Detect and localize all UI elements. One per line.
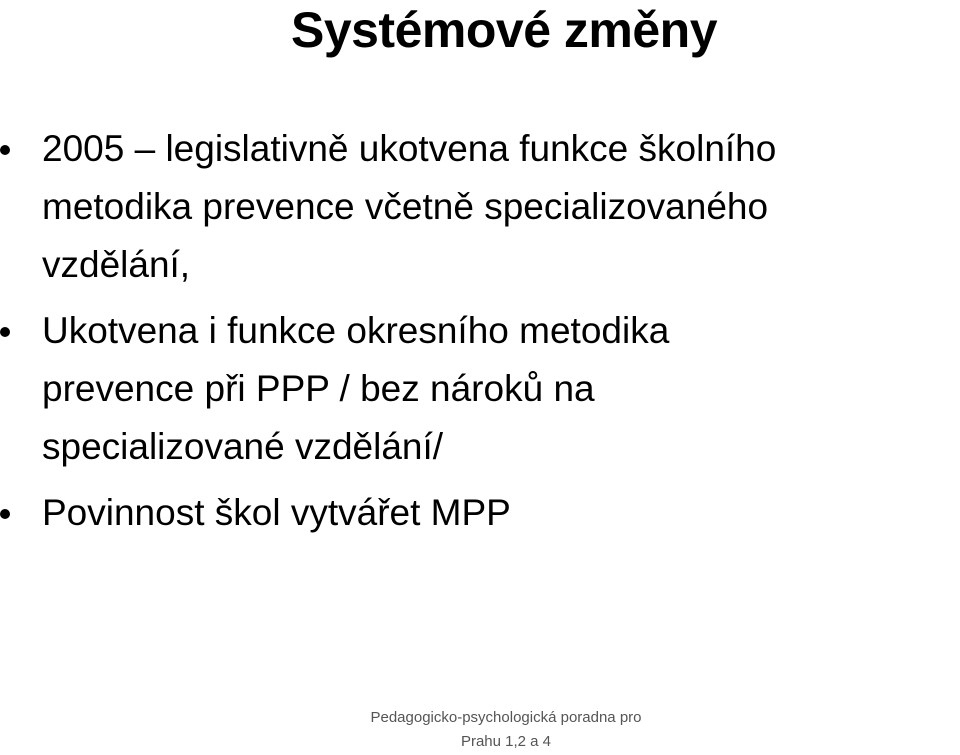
footer-line: Prahu 1,2 a 4 (460, 733, 552, 750)
slide-title: Systémové změny (290, 2, 718, 58)
bullet-text-line: metodika prevence včetně specializovaného (42, 186, 769, 227)
bullet-dot-icon (0, 145, 10, 155)
bullet-item (0, 484, 960, 542)
slide-footer (300, 706, 712, 754)
bullet-item (0, 302, 960, 476)
bullet-dot-icon (0, 327, 10, 337)
bullet-list (0, 120, 960, 550)
bullet-text-line: vzdělání, (42, 244, 191, 285)
bullet-text-line: specializované vzdělání/ (42, 426, 444, 467)
footer-line: Pedagogicko-psychologická poradna pro (370, 709, 642, 726)
bullet-text-line: prevence při PPP / bez nároků na (42, 368, 595, 409)
bullet-item (0, 120, 960, 294)
bullet-dot-icon (0, 509, 10, 519)
bullet-text-line: 2005 – legislativně ukotvena funkce školního (42, 128, 777, 169)
bullet-text-line: Ukotvena i funkce okresního metodika (42, 310, 670, 351)
bullet-text-line: Povinnost škol vytvářet MPP (42, 492, 511, 533)
